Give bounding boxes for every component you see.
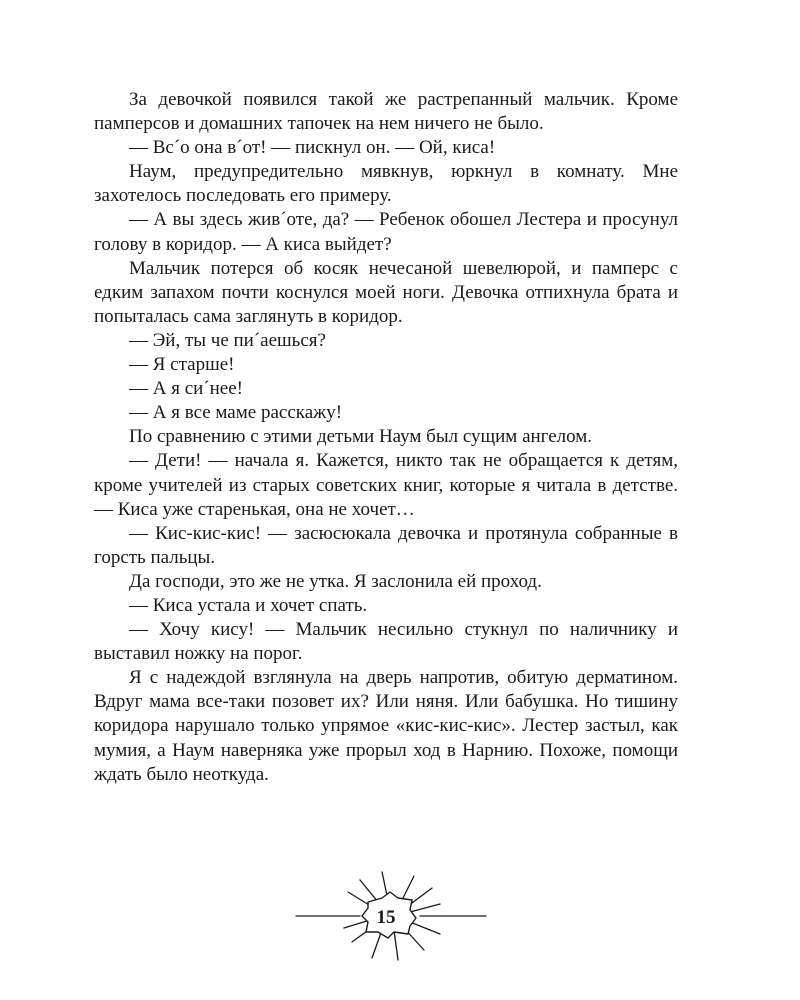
- paragraph: — Эй, ты че пи´аешься?: [129, 329, 326, 351]
- paragraph: — Киса устала и хочет спать.: [129, 594, 368, 616]
- paragraph: — Вс´о она в´от! — пискнул он. — Ой, киса!: [129, 137, 496, 159]
- paragraph: — Дети! — начала я. Кажется, никто так не обращается к детям, кроме учителей из старых советских книг, которые я читала в детстве. — Киса уже старенькая, она не хочет…: [94, 450, 678, 520]
- paragraph: Я с надеждой взглянула на дверь напротив, обитую дерматином. Вдруг мама все-таки позовет их? Или няня. Или бабушка. Но тишину коридора нарушало только упрямое «кис-кис-кис». Лестер застыл, как мумия, а Наум наверняка уже прорыл ход в Нарнию. Похоже, помощи ждать было неоткуда.: [94, 667, 678, 785]
- paragraph: — Кис-кис-кис! — засюсюкала девочка и протянула собранные в горсть пальцы.: [94, 522, 678, 568]
- paragraph: За девочкой появился такой же растрепанный мальчик. Кроме памперсов и домашних тапочек на нем ничего не было.: [94, 89, 678, 135]
- page-number: 15: [376, 907, 396, 928]
- paragraph: — Я старше!: [129, 354, 235, 376]
- paragraph: По сравнению с этими детьми Наум был сущим ангелом.: [129, 426, 593, 448]
- body-text: [94, 88, 678, 787]
- paragraph: — А я си´нее!: [129, 378, 243, 400]
- paragraph: — А вы здесь жив´оте, да? — Ребенок обошел Лестера и просунул голову в коридор. — А киса выйдет?: [94, 209, 678, 255]
- paragraph: — Хочу кису! — Мальчик несильно стукнул по наличнику и выставил ножку на порог.: [94, 619, 678, 665]
- paragraph: Да господи, это же не утка. Я заслонила ей проход.: [129, 570, 542, 592]
- paragraph: Мальчик потерся об косяк нечесаной шевелюрой, и памперс с едким запахом почти коснулся моей ноги. Девочка отпихнула брата и попыталась сама заглянуть в коридор.: [94, 257, 678, 327]
- paragraph: — А я все маме расскажу!: [129, 402, 343, 424]
- paragraph: Наум, предупредительно мявкнув, юркнул в комнату. Мне захотелось последовать его примеру.: [94, 161, 678, 207]
